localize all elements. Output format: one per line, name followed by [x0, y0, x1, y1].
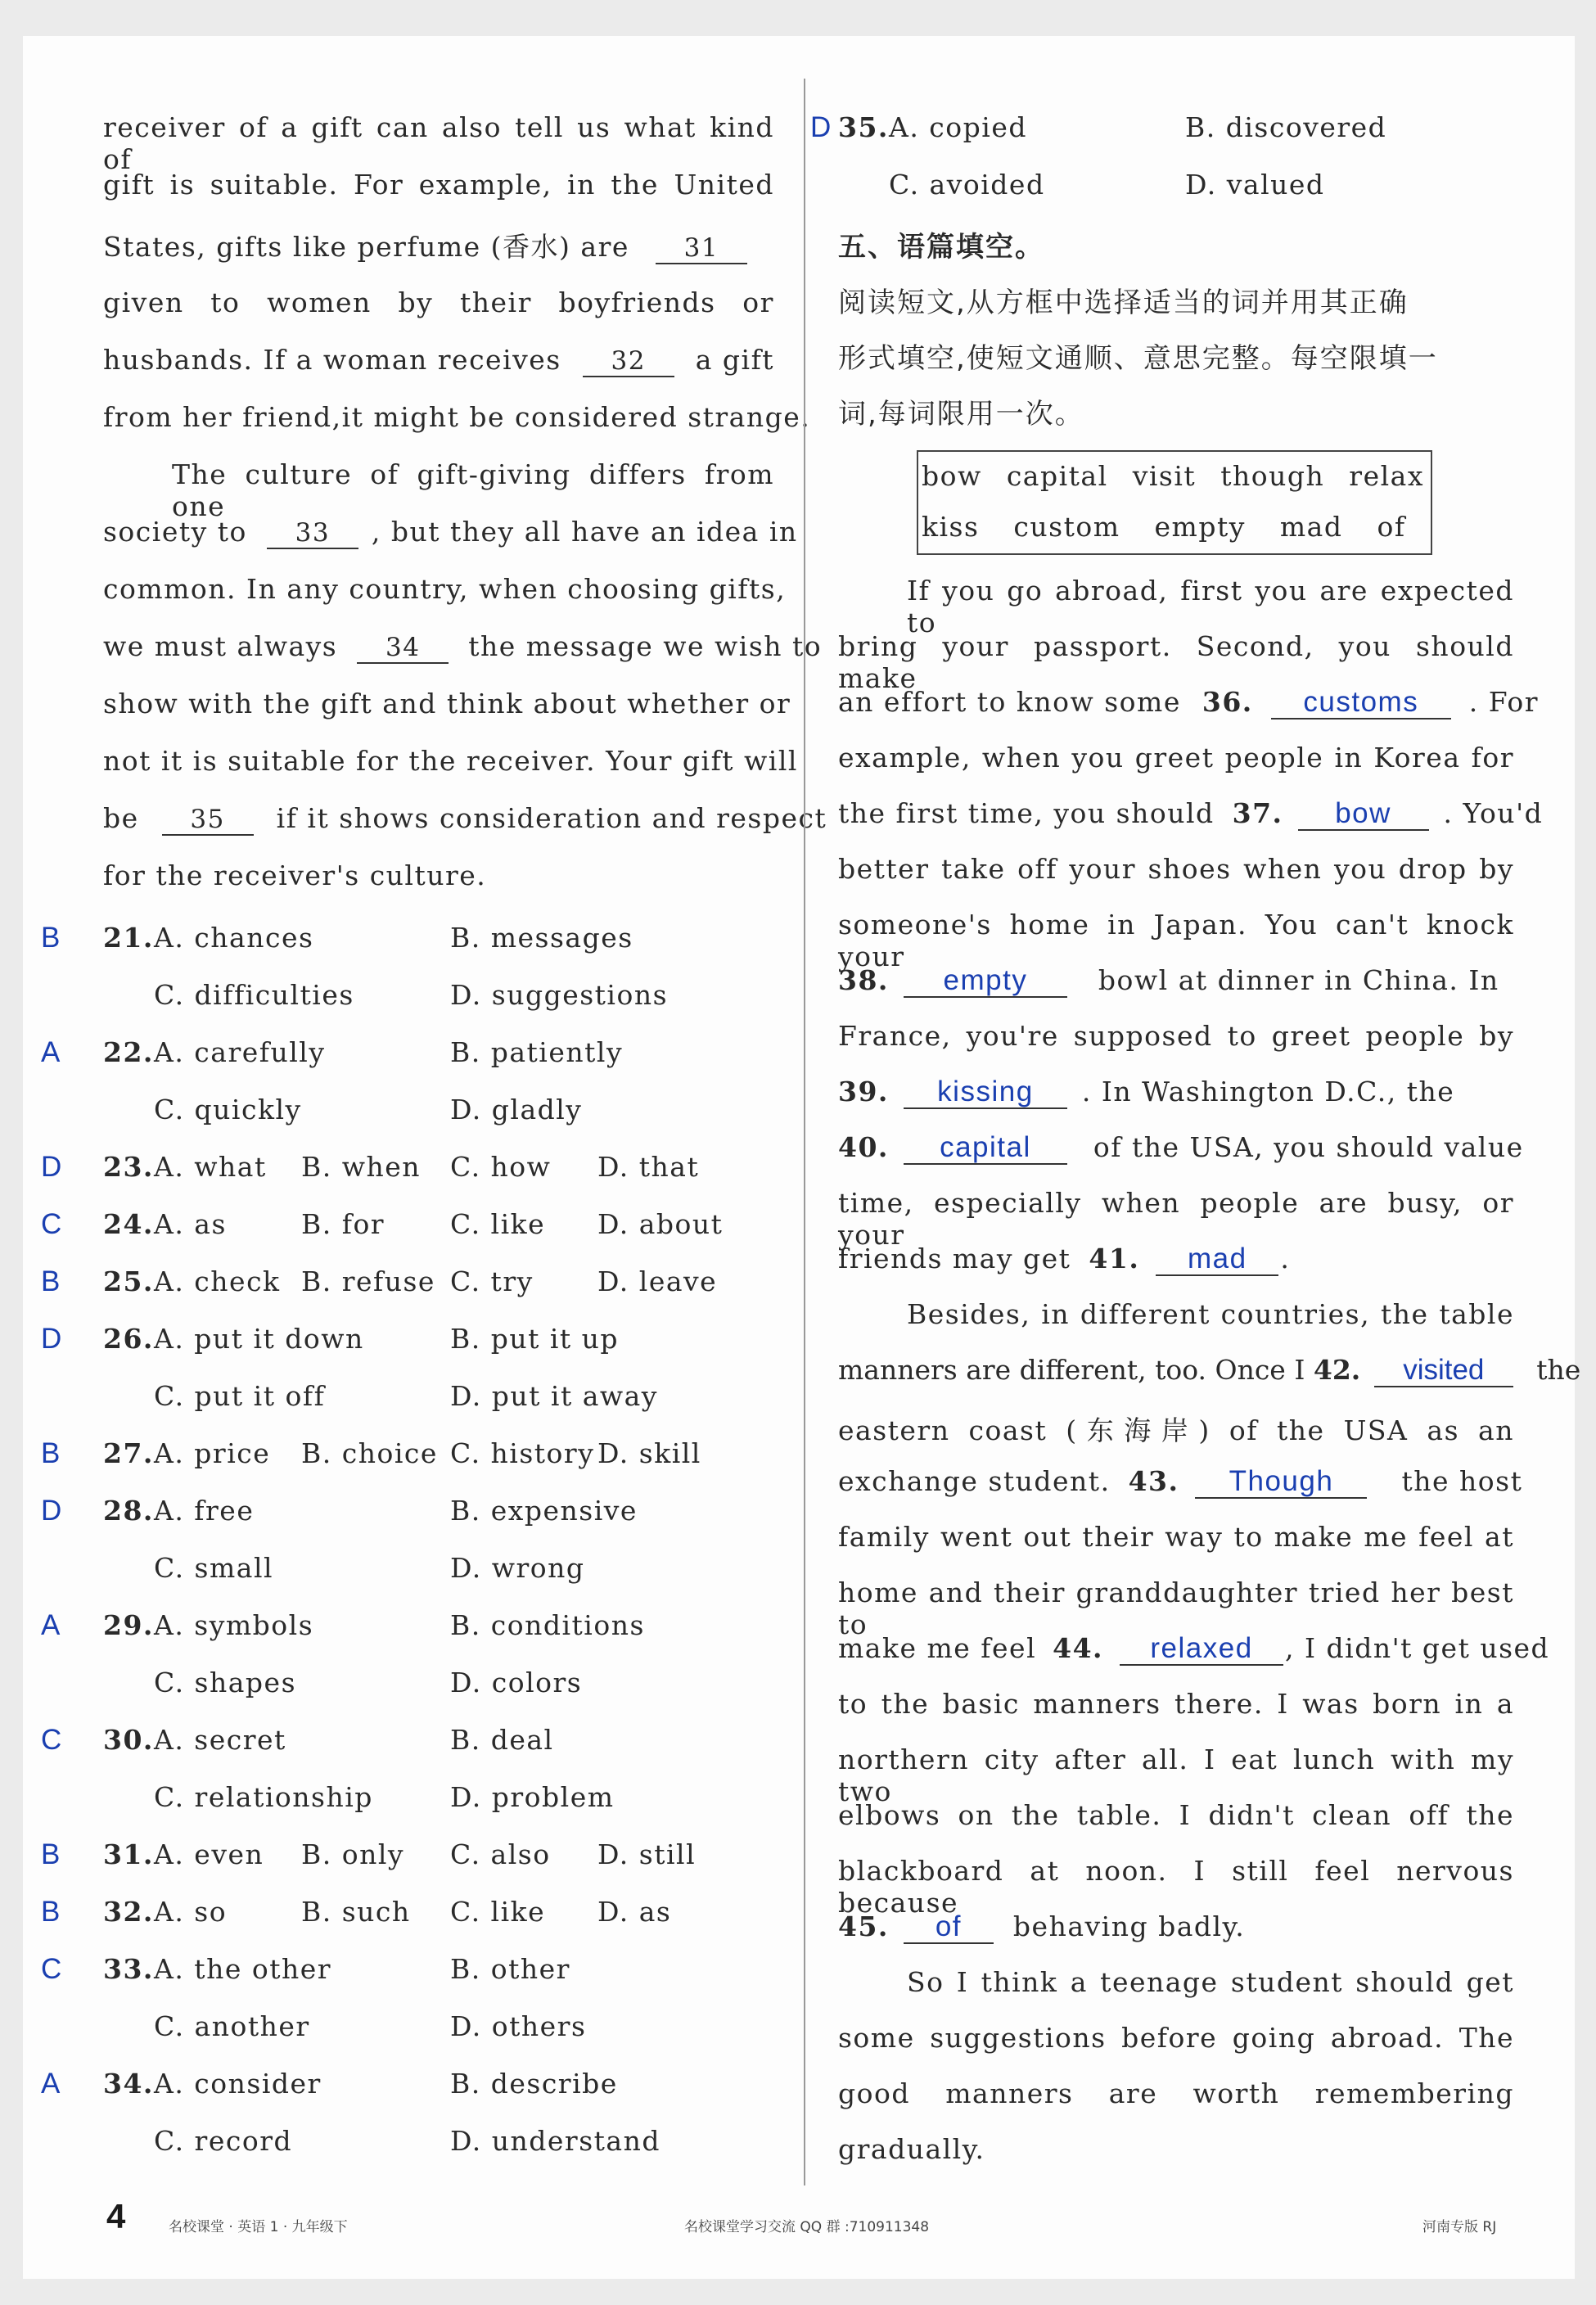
option: B. such	[301, 1896, 411, 1928]
answer-mark: C	[41, 1953, 62, 1985]
passage-text: an effort to know some	[838, 686, 1181, 718]
passage-text: the	[1536, 1354, 1581, 1386]
passage-line: for the receiver's culture.	[103, 859, 487, 891]
option: D. understand	[450, 2125, 660, 2157]
blank-number: 43.	[1128, 1465, 1179, 1497]
question-number: 24.	[103, 1208, 154, 1240]
word: women	[267, 286, 372, 318]
passage-line: gift is suitable. For example, in the United	[103, 169, 774, 201]
passage-text: husbands. If a woman receives	[103, 344, 561, 376]
option: D. wrong	[450, 1552, 585, 1584]
passage-text: friends may get	[838, 1243, 1071, 1274]
answer-mark: D	[41, 1323, 62, 1355]
answer-mark: B	[41, 1838, 61, 1870]
question-number: 35.	[838, 111, 889, 143]
filled-answer: customs	[1303, 686, 1419, 718]
option: D. as	[597, 1896, 672, 1928]
option: C. how	[450, 1151, 552, 1183]
word: by	[398, 286, 434, 318]
option: D. colors	[450, 1667, 583, 1698]
option: B. expensive	[450, 1495, 638, 1527]
option: B. refuse	[301, 1265, 435, 1297]
passage-line: Besides, in different countries, the table	[907, 1298, 1514, 1330]
word-option: mad	[1279, 511, 1343, 543]
passage-line	[103, 226, 747, 264]
blank-31: 31	[656, 233, 747, 264]
question-number: 26.	[103, 1323, 154, 1355]
filled-answer: kissing	[937, 1076, 1034, 1107]
word-option: bow	[922, 460, 982, 492]
question-number: 22.	[103, 1036, 154, 1068]
passage-line	[103, 630, 822, 664]
word: to	[210, 286, 241, 318]
blank-number: 37.	[1232, 797, 1283, 829]
passage-text: manners are different, too. Once I	[838, 1354, 1305, 1386]
option: B. for	[301, 1208, 385, 1240]
answer-mark: B	[41, 1896, 61, 1928]
blank-number: 45.	[838, 1910, 889, 1942]
option: D. leave	[597, 1265, 718, 1297]
option: A. check	[154, 1265, 281, 1297]
option: A. so	[154, 1896, 228, 1928]
option: B. choice	[301, 1437, 438, 1469]
option: C. record	[154, 2125, 293, 2157]
option: A. put it down	[154, 1323, 364, 1355]
column-divider	[804, 79, 805, 2185]
passage-text: , I didn't get used	[1285, 1632, 1550, 1664]
word: or	[742, 286, 774, 318]
passage-text: the host	[1401, 1465, 1523, 1497]
question-number: 23.	[103, 1151, 154, 1183]
option: C. also	[450, 1838, 551, 1870]
passage-text: bowl at dinner in China. In	[1098, 964, 1499, 996]
passage-text: , but they all have an idea in	[371, 516, 798, 548]
passage-text: a gift	[695, 344, 775, 376]
word-option: though	[1220, 460, 1325, 492]
passage-line: example, when you greet people in Korea for	[838, 742, 1514, 774]
passage-line: blackboard at noon. I still feel nervous because	[838, 1855, 1514, 1919]
answer-mark: D	[810, 111, 832, 143]
word-option: custom	[1013, 511, 1120, 543]
instruction-line: 词,每词限用一次。	[838, 398, 1084, 431]
filled-answer: mad	[1188, 1243, 1247, 1274]
option: B. patiently	[450, 1036, 624, 1068]
instruction-line: 形式填空,使短文通顺、意思完整。每空限填一	[838, 342, 1438, 375]
passage-line: better take off your shoes when you drop by	[838, 853, 1514, 885]
option: B. discovered	[1185, 111, 1387, 143]
passage-line: home and their granddaughter tried her best to	[838, 1577, 1514, 1640]
question-number: 29.	[103, 1609, 154, 1641]
word-option: kiss	[922, 511, 980, 543]
passage-line: to the basic manners there. I was born in a	[838, 1688, 1514, 1720]
question-number: 28.	[103, 1495, 154, 1527]
word-option: empty	[1154, 511, 1246, 543]
answer-mark: D	[41, 1495, 62, 1527]
option: A. consider	[154, 2068, 322, 2100]
passage-text: make me feel	[838, 1632, 1037, 1664]
blank-number: 36.	[1202, 686, 1253, 718]
blank-number: 40.	[838, 1131, 889, 1163]
passage-line: bring your passport. Second, you should make	[838, 630, 1514, 694]
question-number: 33.	[103, 1953, 154, 1985]
passage-line: some suggestions before going abroad. The	[838, 2022, 1514, 2054]
answer-mark: A	[41, 1036, 61, 1068]
passage-text: if it shows consideration and respect	[276, 802, 827, 834]
word: given	[103, 286, 184, 318]
passage-line: eastern coast (东海岸) of the USA as an	[838, 1414, 1514, 1446]
blank-number: 42.	[1313, 1354, 1361, 1386]
option: C. quickly	[154, 1094, 302, 1125]
passage-line	[838, 1243, 1290, 1276]
option: D. still	[597, 1838, 697, 1870]
option: A. secret	[154, 1724, 286, 1756]
question-number: 30.	[103, 1724, 154, 1756]
answer-mark: A	[41, 1609, 61, 1641]
passage-line	[838, 964, 1499, 998]
answer-mark: B	[41, 922, 61, 954]
blank-number: 41.	[1089, 1243, 1140, 1274]
blank-34: 34	[357, 633, 449, 664]
option: C. another	[154, 2010, 310, 2042]
word-box-row	[922, 511, 1406, 543]
option: D. skill	[597, 1437, 701, 1469]
option: B. messages	[450, 922, 633, 954]
option: A. even	[154, 1838, 264, 1870]
passage-text: of the USA, you should value	[1093, 1131, 1524, 1163]
option: C. small	[154, 1552, 274, 1584]
answer-mark: A	[41, 2068, 61, 2100]
option: B. put it up	[450, 1323, 620, 1355]
answer-38	[904, 966, 1067, 998]
answer-42	[1374, 1355, 1513, 1387]
passage-line	[838, 1910, 1245, 1944]
answer-mark: D	[41, 1151, 62, 1183]
passage-text: be	[103, 802, 139, 834]
filled-answer: capital	[940, 1131, 1031, 1163]
option: B. when	[301, 1151, 422, 1183]
option: D. suggestions	[450, 979, 669, 1011]
passage-text: .	[1280, 1243, 1291, 1274]
passage-line: So I think a teenage student should get	[907, 1966, 1514, 1998]
option: D. that	[597, 1151, 700, 1183]
passage-line: northern city after all. I eat lunch with my two	[838, 1743, 1514, 1807]
passage-line: elbows on the table. I didn't clean off the	[838, 1799, 1514, 1831]
option: B. conditions	[450, 1609, 645, 1641]
blank-number: 39.	[838, 1076, 889, 1107]
filled-answer: relaxed	[1150, 1632, 1253, 1664]
instruction-line: 阅读短文,从方框中选择适当的词并用其正确	[838, 286, 1409, 319]
filled-answer: of	[935, 1910, 963, 1942]
option: C. shapes	[154, 1667, 297, 1698]
option: C. like	[450, 1896, 546, 1928]
passage-line: time, especially when people are busy, or your	[838, 1187, 1514, 1251]
question-number: 34.	[103, 2068, 154, 2100]
answer-40	[904, 1133, 1067, 1165]
passage-line	[838, 686, 1539, 719]
passage-line	[103, 286, 774, 318]
question-number: 31.	[103, 1838, 154, 1870]
filled-answer: bow	[1335, 797, 1391, 829]
option: A. carefully	[154, 1036, 326, 1068]
passage-line: common. In any country, when choosing gifts,	[103, 573, 787, 605]
passage-line	[838, 1131, 1524, 1165]
filled-answer: empty	[943, 964, 1028, 996]
word-option: relax	[1349, 460, 1424, 492]
blank-number: 44.	[1053, 1632, 1104, 1664]
option: A. the other	[154, 1953, 332, 1985]
option: A. symbols	[154, 1609, 314, 1641]
question-number: 27.	[103, 1437, 154, 1469]
option: A. chances	[154, 922, 314, 954]
option: D. about	[597, 1208, 724, 1240]
option: A. price	[154, 1437, 271, 1469]
option: C. relationship	[154, 1781, 373, 1813]
passage-text: the first time, you should	[838, 797, 1215, 829]
passage-line: from her friend,it might be considered strange.	[103, 401, 811, 433]
passage-line: France, you're supposed to greet people by	[838, 1020, 1514, 1052]
question-number: 25.	[103, 1265, 154, 1297]
passage-line: family went out their way to make me feel at	[838, 1521, 1514, 1553]
word: their	[459, 286, 532, 318]
option: A. as	[154, 1208, 227, 1240]
filled-answer: visited	[1403, 1354, 1485, 1386]
footer-book-title: 名校课堂 · 英语 1 · 九年级下	[169, 2219, 348, 2235]
answer-41	[1156, 1244, 1278, 1276]
passage-text: the message we wish to	[468, 630, 823, 662]
blank-33: 33	[267, 518, 358, 549]
passage-text: . In Washington D.C., the	[1081, 1076, 1455, 1107]
word-option: of	[1377, 511, 1406, 543]
passage-line: someone's home in Japan. You can't knock your	[838, 909, 1514, 972]
answer-39	[904, 1077, 1067, 1109]
blank-32: 32	[583, 346, 674, 377]
option: B. deal	[450, 1724, 554, 1756]
footer-qq-group: 名校课堂学习交流 QQ 群 :710911348	[684, 2219, 930, 2235]
question-number: 32.	[103, 1896, 154, 1928]
blank-35: 35	[162, 805, 254, 836]
answer-mark: B	[41, 1265, 61, 1297]
answer-mark: B	[41, 1437, 61, 1469]
passage-text: . You'd	[1443, 797, 1544, 829]
passage-line	[838, 1076, 1454, 1109]
option: B. other	[450, 1953, 570, 1985]
passage-line: good manners are worth remembering	[838, 2077, 1514, 2109]
passage-line: not it is suitable for the receiver. Your gift will	[103, 745, 798, 777]
passage-line	[103, 344, 774, 377]
answer-mark: C	[41, 1208, 62, 1240]
answer-44	[1120, 1634, 1283, 1666]
answer-mark: C	[41, 1724, 62, 1756]
word-box-row	[922, 460, 1424, 492]
option: A. what	[154, 1151, 267, 1183]
answer-45	[904, 1912, 994, 1944]
passage-line	[838, 1632, 1549, 1666]
filled-answer: Though	[1229, 1465, 1334, 1497]
word-option: capital	[1006, 460, 1108, 492]
section-title: 五、语篇填空。	[838, 231, 1044, 264]
option: D. valued	[1185, 169, 1325, 201]
passage-line	[838, 1354, 1580, 1387]
answer-37	[1298, 799, 1429, 831]
option: B. describe	[450, 2068, 618, 2100]
passage-text: . For	[1468, 686, 1540, 718]
option: D. others	[450, 2010, 587, 2042]
word-box	[917, 450, 1432, 555]
option: C. avoided	[889, 169, 1045, 201]
passage-text: exchange student.	[838, 1465, 1111, 1497]
option: A. copied	[889, 111, 1027, 143]
option: C. try	[450, 1265, 534, 1297]
passage-text: society to	[103, 516, 247, 548]
option: C. history	[450, 1437, 595, 1469]
blank-number: 38.	[838, 964, 889, 996]
passage-line: gradually.	[838, 2133, 985, 2165]
word: boyfriends	[558, 286, 716, 318]
passage-line: show with the gift and think about whether or	[103, 688, 791, 719]
passage-line	[838, 1465, 1522, 1499]
footer-edition: 河南专版 RJ	[1422, 2219, 1497, 2235]
word-option: visit	[1132, 460, 1197, 492]
option: B. only	[301, 1838, 405, 1870]
passage-line: If you go abroad, first you are expected to	[907, 575, 1514, 638]
passage-line: The culture of gift-giving differs from one	[172, 458, 774, 522]
passage-text: we must always	[103, 630, 338, 662]
option: D. put it away	[450, 1380, 658, 1412]
option: D. gladly	[450, 1094, 583, 1125]
passage-line	[103, 802, 827, 836]
answer-43	[1195, 1467, 1367, 1499]
passage-line: receiver of a gift can also tell us what kind of	[103, 111, 774, 175]
option: D. problem	[450, 1781, 615, 1813]
option: A. free	[154, 1495, 255, 1527]
option: C. put it off	[154, 1380, 326, 1412]
question-number: 21.	[103, 922, 154, 954]
answer-36	[1271, 688, 1451, 719]
passage-text: behaving badly.	[1012, 1910, 1246, 1942]
passage-line	[838, 797, 1543, 831]
passage-line	[103, 516, 798, 549]
page-number: 4	[106, 2197, 126, 2235]
passage-text: States, gifts like perfume (香水) are	[103, 231, 629, 263]
option: C. difficulties	[154, 979, 354, 1011]
option: C. like	[450, 1208, 546, 1240]
